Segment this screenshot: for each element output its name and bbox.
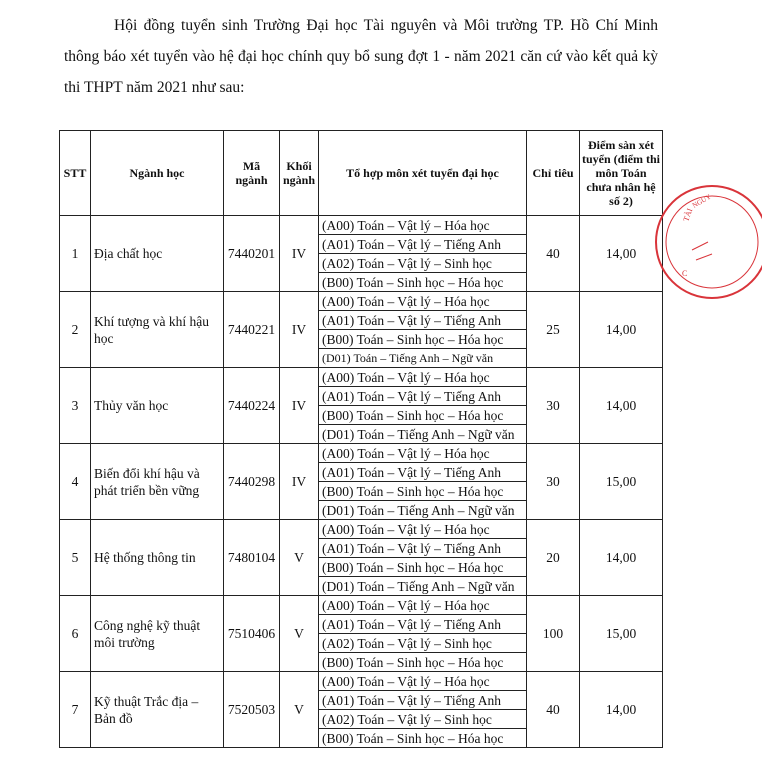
cell-stt: 3 (60, 368, 91, 444)
cell-to-hop: (B00) Toán – Sinh học – Hóa học (319, 558, 527, 577)
header-diem-san: Điểm sàn xét tuyển (điểm thi môn Toán chưa nhân hệ số 2) (580, 131, 663, 216)
cell-to-hop: (D01) Toán – Tiếng Anh – Ngữ văn (319, 349, 527, 368)
header-chi-tieu: Chỉ tiêu (527, 131, 580, 216)
cell-ma-nganh: 7440201 (224, 216, 280, 292)
cell-to-hop: (B00) Toán – Sinh học – Hóa học (319, 482, 527, 501)
header-to-hop: Tổ hợp môn xét tuyển đại học (319, 131, 527, 216)
svg-text:C: C (682, 269, 688, 278)
table-row (60, 292, 663, 311)
cell-ma-nganh: 7440224 (224, 368, 280, 444)
cell-to-hop: (B00) Toán – Sinh học – Hóa học (319, 330, 527, 349)
header-nganh: Ngành học (91, 131, 224, 216)
cell-nganh: Thủy văn học (91, 368, 224, 444)
cell-to-hop: (A00) Toán – Vật lý – Hóa học (319, 596, 527, 615)
cell-khoi-nganh: V (280, 520, 319, 596)
cell-stt: 2 (60, 292, 91, 368)
cell-to-hop: (D01) Toán – Tiếng Anh – Ngữ văn (319, 577, 527, 596)
cell-stt: 1 (60, 216, 91, 292)
cell-to-hop: (A00) Toán – Vật lý – Hóa học (319, 292, 527, 311)
cell-stt: 6 (60, 596, 91, 672)
cell-to-hop: (B00) Toán – Sinh học – Hóa học (319, 653, 527, 672)
cell-to-hop: (B00) Toán – Sinh học – Hóa học (319, 273, 527, 292)
cell-stt: 4 (60, 444, 91, 520)
cell-to-hop: (D01) Toán – Tiếng Anh – Ngữ văn (319, 501, 527, 520)
cell-stt: 7 (60, 672, 91, 748)
cell-diem-san: 14,00 (580, 292, 663, 368)
cell-ma-nganh: 7440298 (224, 444, 280, 520)
header-ma-nganh: Mã ngành (224, 131, 280, 216)
cell-nganh: Khí tượng và khí hậu học (91, 292, 224, 368)
intro-paragraph: Hội đồng tuyển sinh Trường Đại học Tài nguyên và Môi trường TP. Hồ Chí Minh thông báo xét tuyển vào hệ đại học chính quy bổ sung đợt 1 - năm 2021 căn cứ vào kết quả kỳ thi THPT năm 2021 như sau: (64, 17, 658, 96)
cell-diem-san: 14,00 (580, 672, 663, 748)
admission-table (59, 130, 663, 748)
cell-to-hop: (A02) Toán – Vật lý – Sinh học (319, 254, 527, 273)
svg-text:NGUY: NGUY (691, 192, 713, 210)
cell-to-hop: (B00) Toán – Sinh học – Hóa học (319, 406, 527, 425)
cell-to-hop: (A01) Toán – Vật lý – Tiếng Anh (319, 691, 527, 710)
table-header-row (60, 131, 663, 216)
cell-diem-san: 15,00 (580, 444, 663, 520)
svg-text:TÀI: TÀI (681, 207, 695, 223)
cell-to-hop: (A00) Toán – Vật lý – Hóa học (319, 672, 527, 691)
header-stt: STT (60, 131, 91, 216)
cell-nganh: Kỹ thuật Trắc địa – Bản đồ (91, 672, 224, 748)
cell-to-hop: (A00) Toán – Vật lý – Hóa học (319, 444, 527, 463)
cell-ma-nganh: 7440221 (224, 292, 280, 368)
cell-diem-san: 14,00 (580, 520, 663, 596)
cell-ma-nganh: 7520503 (224, 672, 280, 748)
table-row (60, 368, 663, 387)
cell-to-hop: (A00) Toán – Vật lý – Hóa học (319, 368, 527, 387)
cell-diem-san: 15,00 (580, 596, 663, 672)
cell-to-hop: (A01) Toán – Vật lý – Tiếng Anh (319, 539, 527, 558)
cell-chi-tieu: 30 (527, 368, 580, 444)
cell-to-hop: (A00) Toán – Vật lý – Hóa học (319, 520, 527, 539)
cell-chi-tieu: 40 (527, 216, 580, 292)
cell-to-hop: (A01) Toán – Vật lý – Tiếng Anh (319, 463, 527, 482)
cell-khoi-nganh: IV (280, 216, 319, 292)
cell-chi-tieu: 100 (527, 596, 580, 672)
cell-ma-nganh: 7480104 (224, 520, 280, 596)
cell-to-hop: (D01) Toán – Tiếng Anh – Ngữ văn (319, 425, 527, 444)
cell-nganh: Biến đổi khí hậu và phát triển bền vững (91, 444, 224, 520)
cell-diem-san: 14,00 (580, 368, 663, 444)
cell-to-hop: (A00) Toán – Vật lý – Hóa học (319, 216, 527, 235)
cell-to-hop: (A02) Toán – Vật lý – Sinh học (319, 634, 527, 653)
table-row (60, 216, 663, 235)
cell-ma-nganh: 7510406 (224, 596, 280, 672)
cell-nganh: Công nghệ kỹ thuật môi trường (91, 596, 224, 672)
cell-stt: 5 (60, 520, 91, 596)
cell-to-hop: (A01) Toán – Vật lý – Tiếng Anh (319, 311, 527, 330)
header-khoi-nganh: Khối ngành (280, 131, 319, 216)
cell-chi-tieu: 20 (527, 520, 580, 596)
cell-nganh: Địa chất học (91, 216, 224, 292)
cell-khoi-nganh: IV (280, 368, 319, 444)
cell-diem-san: 14,00 (580, 216, 663, 292)
cell-chi-tieu: 30 (527, 444, 580, 520)
cell-to-hop: (A02) Toán – Vật lý – Sinh học (319, 710, 527, 729)
seal-stamp (652, 180, 762, 310)
cell-chi-tieu: 25 (527, 292, 580, 368)
cell-to-hop: (B00) Toán – Sinh học – Hóa học (319, 729, 527, 748)
cell-khoi-nganh: IV (280, 444, 319, 520)
cell-chi-tieu: 40 (527, 672, 580, 748)
cell-to-hop: (A01) Toán – Vật lý – Tiếng Anh (319, 387, 527, 406)
table-row (60, 596, 663, 615)
table-row (60, 520, 663, 539)
cell-nganh: Hệ thống thông tin (91, 520, 224, 596)
cell-to-hop: (A01) Toán – Vật lý – Tiếng Anh (319, 615, 527, 634)
cell-khoi-nganh: V (280, 672, 319, 748)
cell-to-hop: (A01) Toán – Vật lý – Tiếng Anh (319, 235, 527, 254)
table-row (60, 672, 663, 691)
cell-khoi-nganh: IV (280, 292, 319, 368)
cell-khoi-nganh: V (280, 596, 319, 672)
table-row (60, 444, 663, 463)
